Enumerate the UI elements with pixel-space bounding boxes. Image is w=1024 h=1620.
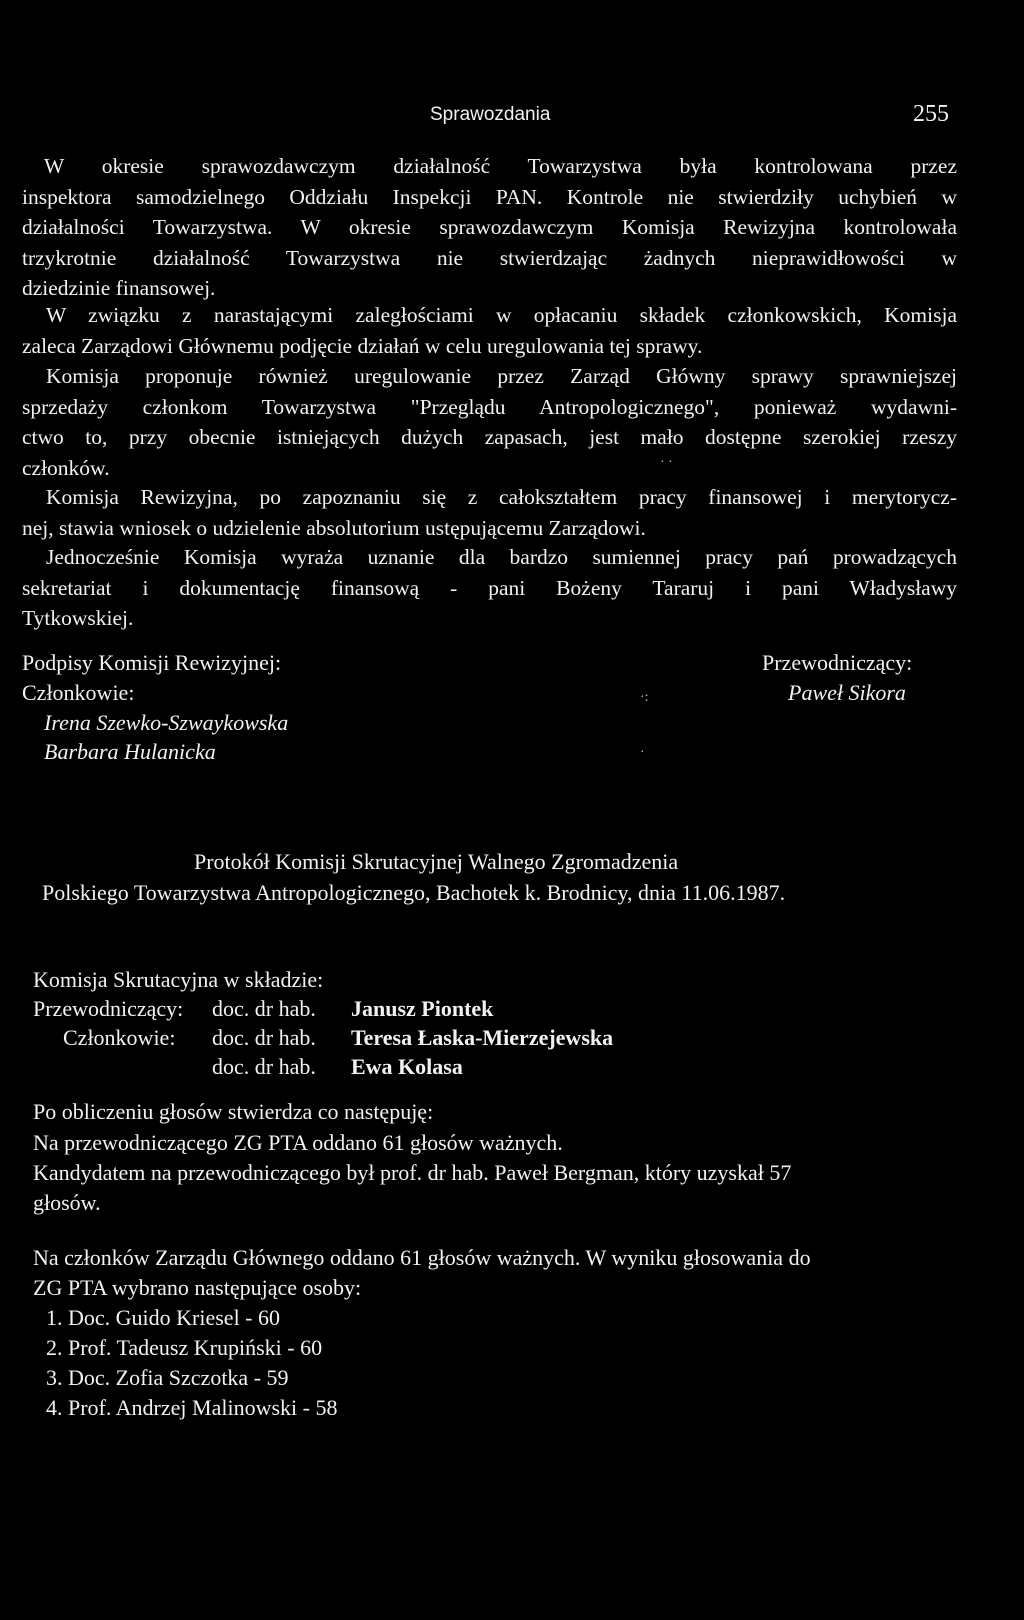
elected-item: 3. Doc. Zofia Szczotka - 59	[46, 1365, 289, 1390]
scan-speck: ·	[640, 745, 645, 760]
text-line: trzykrotnie działalność Towarzystwa nie stwierdzając żadnych nieprawidłowości w	[22, 245, 957, 270]
results-line: Po obliczeniu głosów stwierdza co następuję:	[33, 1099, 434, 1124]
paragraph-acknowledgement	[22, 542, 957, 634]
elected-item: 1. Doc. Guido Kriesel - 60	[46, 1305, 281, 1330]
member-name: Barbara Hulanicka	[44, 739, 216, 764]
signatures-heading: Podpisy Komisji Rewizyjnej:	[22, 650, 282, 675]
commission-member-title: doc. dr hab.	[212, 1054, 316, 1079]
paragraph-inspection	[22, 151, 957, 304]
paragraph-absolutorium	[22, 482, 957, 543]
results-line: Na przewodniczącego ZG PTA oddano 61 głosów ważnych.	[33, 1130, 563, 1155]
members-label: Członkowie:	[22, 680, 135, 705]
text-line: Komisja proponuje również uregulowanie przez Zarząd Główny sprawy sprawniejszej	[46, 364, 957, 388]
text-line: nej, stawia wniosek o udzielenie absolutorium ustępującemu Zarządowi.	[22, 515, 646, 540]
text-line: W okresie sprawozdawczym działalność Towarzystwa była kontrolowana przez	[44, 154, 957, 178]
text-line: Komisja Rewizyjna, po zapoznaniu się z całokształtem pracy finansowej i merytorycz-	[46, 485, 957, 509]
commission-intro: Komisja Skrutacyjna w składzie:	[33, 967, 324, 992]
scan-speck: ·:	[640, 690, 649, 705]
text-line: Jednocześnie Komisja wyraża uznanie dla bardzo sumiennej pracy pań prowadzących	[46, 545, 957, 569]
elected-item: 2. Prof. Tadeusz Krupiński - 60	[46, 1335, 323, 1360]
chair-name: Paweł Sikora	[788, 680, 906, 705]
chair-label: Przewodniczący:	[762, 650, 913, 675]
text-line: Tytkowskiej.	[22, 606, 134, 630]
commission-member-name: Teresa Łaska-Mierzejewska	[351, 1025, 614, 1050]
paragraph-journal-sales	[22, 361, 957, 483]
commission-member-title: doc. dr hab.	[212, 1025, 316, 1050]
commission-chair-name: Janusz Piontek	[351, 996, 494, 1021]
results-line: głosów.	[33, 1190, 101, 1215]
running-header: Sprawozdania	[430, 104, 551, 125]
text-line: inspektora samodzielnego Oddziału Inspekcji PAN. Kontrole nie stwierdziły uchybień w	[22, 184, 957, 209]
member-name: Irena Szewko-Szwaykowska	[44, 710, 289, 735]
text-line: ctwo to, przy obecnie istniejących dużych zapasach, jest mało dostępne szerokiej rzeszy	[22, 425, 957, 449]
paragraph-fees	[22, 300, 957, 361]
commission-chair-title: doc. dr hab.	[212, 996, 316, 1021]
results-line: ZG PTA wybrano następujące osoby:	[33, 1275, 362, 1300]
text-line: W związku z narastającymi zaległościami w opłacaniu składek członkowskich, Komisja	[46, 303, 957, 327]
commission-chair-label: Przewodniczący:	[33, 996, 184, 1021]
results-line: Na członków Zarządu Głównego oddano 61 głosów ważnych. W wyniku głosowania do	[33, 1245, 811, 1270]
protocol-title: Protokół Komisji Skrutacyjnej Walnego Zgromadzenia	[194, 849, 679, 874]
text-line: działalności Towarzystwa. W okresie sprawozdawczym Komisja Rewizyjna kontrolowała	[22, 215, 957, 239]
elected-item: 4. Prof. Andrzej Malinowski - 58	[46, 1395, 338, 1420]
page-number: 255	[913, 101, 949, 127]
scan-speck: · ·	[660, 455, 673, 470]
commission-member-name: Ewa Kolasa	[351, 1054, 463, 1079]
results-line: Kandydatem na przewodniczącego był prof. dr hab. Paweł Bergman, który uzyskał 57	[33, 1160, 792, 1185]
text-line: zaleca Zarządowi Głównemu podjęcie działań w celu uregulowania tej sprawy.	[22, 333, 703, 358]
text-line: dziedzinie finansowej.	[22, 276, 216, 300]
text-line: sekretariat i dokumentację finansową - pani Bożeny Tararuj i pani Władysławy	[22, 575, 957, 600]
text-line: członków.	[22, 455, 110, 480]
commission-members-label: Członkowie:	[63, 1025, 176, 1050]
protocol-subtitle: Polskiego Towarzystwa Antropologicznego, Bachotek k. Brodnicy, dnia 11.06.1987.	[42, 880, 786, 905]
text-line: sprzedaży członkom Towarzystwa "Przeglądu Antropologicznego", ponieważ wydawni-	[22, 394, 957, 419]
